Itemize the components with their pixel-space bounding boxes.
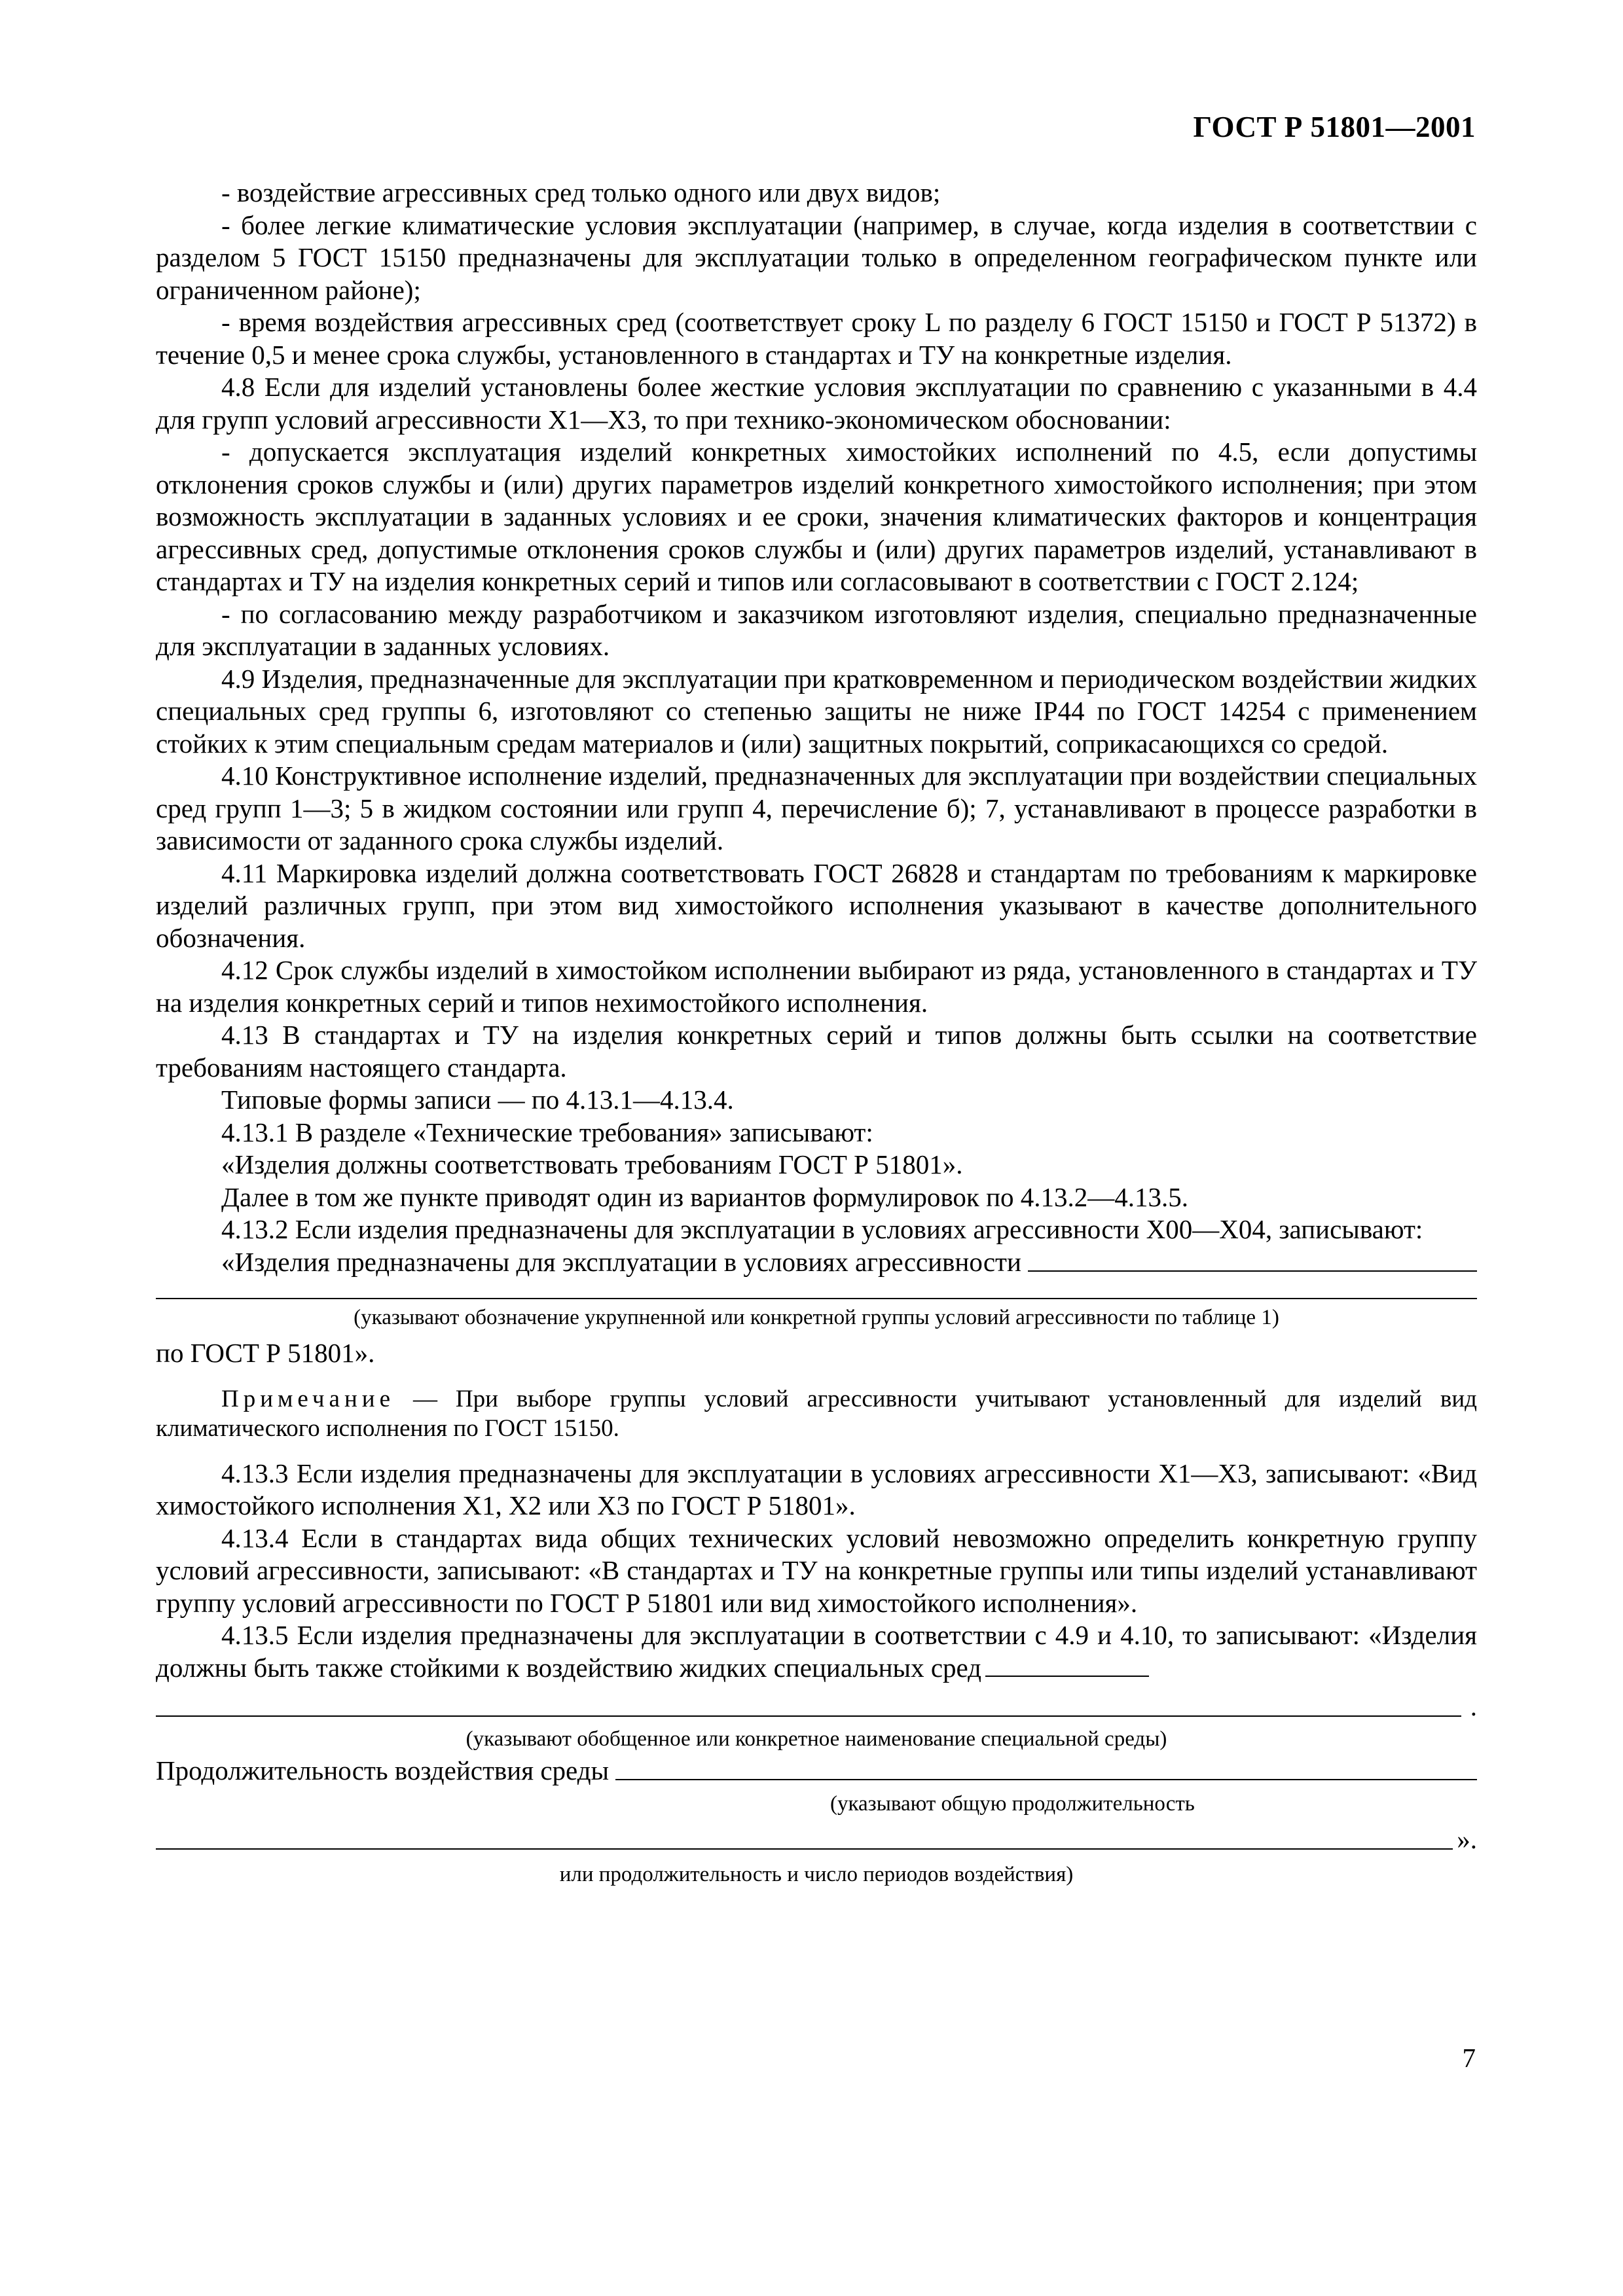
paragraph-4-8: 4.8 Если для изделий установлены более жесткие условия эксплуатации по сравнению с указанными в 4.4 для групп условий агрессивности X1—X3, то при технико-экономическом обосновании: xyxy=(156,372,1477,435)
line-end: . xyxy=(1470,1691,1477,1721)
paragraph-4-13-5 xyxy=(156,1619,1477,1684)
paragraph-4-11: 4.11 Маркировка изделий должна соответствовать ГОСТ 26828 и стандартам по требованиям к маркировке изделий различных групп, при этом вид химостойкого исполнения указывают в качестве дополнительного обозначения. xyxy=(156,857,1477,953)
fill-line-row xyxy=(156,1823,1477,1856)
field-label: Продолжительность воздействия среды xyxy=(156,1755,610,1785)
paragraph: - время воздействия агрессивных сред (соответствует сроку L по разделу 6 ГОСТ 15150 и ГОСТ Р 51372) в течение 0,5 и менее срока службы, установленного в стандартах и ТУ на конкретные изделия. xyxy=(156,307,1477,370)
caption: (указывают обобщенное или конкретное наименование специальной среды) xyxy=(465,1727,1167,1751)
paragraph-4-12: 4.12 Срок службы изделий в химостойком исполнении выбирают из ряда, установленного в стандартах и ТУ на изделия конкретных серий и типов нехимостойкого исполнения. xyxy=(156,955,1477,1018)
fill-line-row xyxy=(156,1691,1477,1723)
paragraph-4-10: 4.10 Конструктивное исполнение изделий, предназначенных для эксплуатации при воздействии специальных сред групп 1—3; 5 в жидком состоянии или групп 4, перечисление б); 7, устанавливают в процессе разработки в зависимости от заданного срока службы изделий. xyxy=(156,761,1477,855)
paragraph: - допускается эксплуатация изделий конкретных химостойких исполнений по 4.5, если допустимы отклонения сроков службы и (или) других параметров изделий конкретного химостойкого исполнения; при этом возможность эксплуатации в заданных условиях и ее сроки, значения климатических факторов и концентрация агрессивных сред, допустимые отклонения сроков службы и (или) других параметров изделий, устанавливают в стандартах и ТУ на изделия конкретных серий и типов или согласовывают в соответствии с ГОСТ 2.124; xyxy=(156,437,1477,596)
paragraph-4-13-3: 4.13.3 Если изделия предназначены для эксплуатации в условиях агрессивности X1—X3, записывают: «Вид химостойкого исполнения X1, X2 или X3 по ГОСТ Р 51801». xyxy=(156,1458,1477,1520)
document-header: ГОСТ Р 51801—2001 xyxy=(1193,111,1476,143)
paragraph-4-13-4: 4.13.4 Если в стандартах вида общих технических условий невозможно определить конкретную группу условий агрессивности, записывают: «В стандартах и ТУ на конкретные группы или типы изделий устанавливают группу условий агрессивности по ГОСТ Р 51801 или вид химостойкого исполнения». xyxy=(156,1522,1477,1618)
paragraph: - по согласованию между разработчиком и заказчиком изготовляют изделия, специально предназначенные для эксплуатации в заданных условиях. xyxy=(156,598,1477,661)
blank-line xyxy=(156,1298,1477,1299)
paragraph-text: 4.13.5 Если изделия предназначены для эксплуатации в соответствии с 4.9 и 4.10, то записывают: «Изделия должны быть также стойкими к воздействию жидких специальных сред xyxy=(156,1620,1477,1683)
paragraph: «Изделия должны соответствовать требованиям ГОСТ Р 51801». xyxy=(221,1149,963,1179)
blank-line xyxy=(156,1848,1453,1850)
note xyxy=(156,1384,1477,1443)
paragraph: Типовые формы записи — по 4.13.1—4.13.4. xyxy=(221,1085,734,1115)
note-label: Примечание xyxy=(221,1385,395,1412)
paragraph-4-13-1: 4.13.1 В разделе «Технические требования» записывают: xyxy=(221,1117,873,1147)
line-end: ». xyxy=(1457,1824,1477,1854)
blank-line xyxy=(615,1778,1477,1780)
page-number: 7 xyxy=(1462,2043,1476,2073)
paragraph-4-13-2: 4.13.2 Если изделия предназначены для эксплуатации в условиях агрессивности X00—X04, записывают: xyxy=(221,1214,1423,1244)
blank-line xyxy=(156,1715,1461,1717)
blank-line xyxy=(985,1675,1149,1677)
paragraph: по ГОСТ Р 51801». xyxy=(156,1338,375,1368)
paragraph: Далее в том же пункте приводят один из вариантов формулировок по 4.13.2—4.13.5. xyxy=(221,1181,1189,1212)
paragraph: - более легкие климатические условия эксплуатации (например, в случае, когда изделия в соответствии с разделом 5 ГОСТ 15150 предназначены для эксплуатации только в определенном географическом пункте или ограниченном районе); xyxy=(156,209,1477,305)
paragraph: - воздействие агрессивных сред только одного или двух видов; xyxy=(221,177,941,207)
fill-line-row xyxy=(156,1246,1477,1279)
caption: или продолжительность и число периодов воздействия) xyxy=(559,1862,1074,1886)
caption: (указывают обозначение укрупненной или конкретной группы условий агрессивности по таблице 1) xyxy=(354,1306,1279,1329)
caption: (указывают общую продолжительность xyxy=(830,1792,1195,1816)
paragraph-4-13: 4.13 В стандартах и ТУ на изделия конкретных серий и типов должны быть ссылки на соответствие требованиям настоящего стандарта. xyxy=(156,1020,1477,1083)
note-text: — При выборе группы условий агрессивности учитывают установленный для изделий вид климатического исполнения по ГОСТ 15150. xyxy=(156,1385,1477,1442)
paragraph-4-9: 4.9 Изделия, предназначенные для эксплуатации при кратковременном и периодическом воздействии жидких специальных сред группы 6, изготовляют со степенью защиты не ниже IP44 по ГОСТ 14254 с применением стойких к этим специальным средам материалов и (или) защитных покрытий, соприкасающихся со средой. xyxy=(156,663,1477,759)
fill-line-row xyxy=(156,1755,1477,1787)
paragraph: «Изделия предназначены для эксплуатации в условиях агрессивности xyxy=(221,1246,1021,1277)
blank-line xyxy=(1028,1270,1477,1272)
document-body xyxy=(156,177,1477,1894)
